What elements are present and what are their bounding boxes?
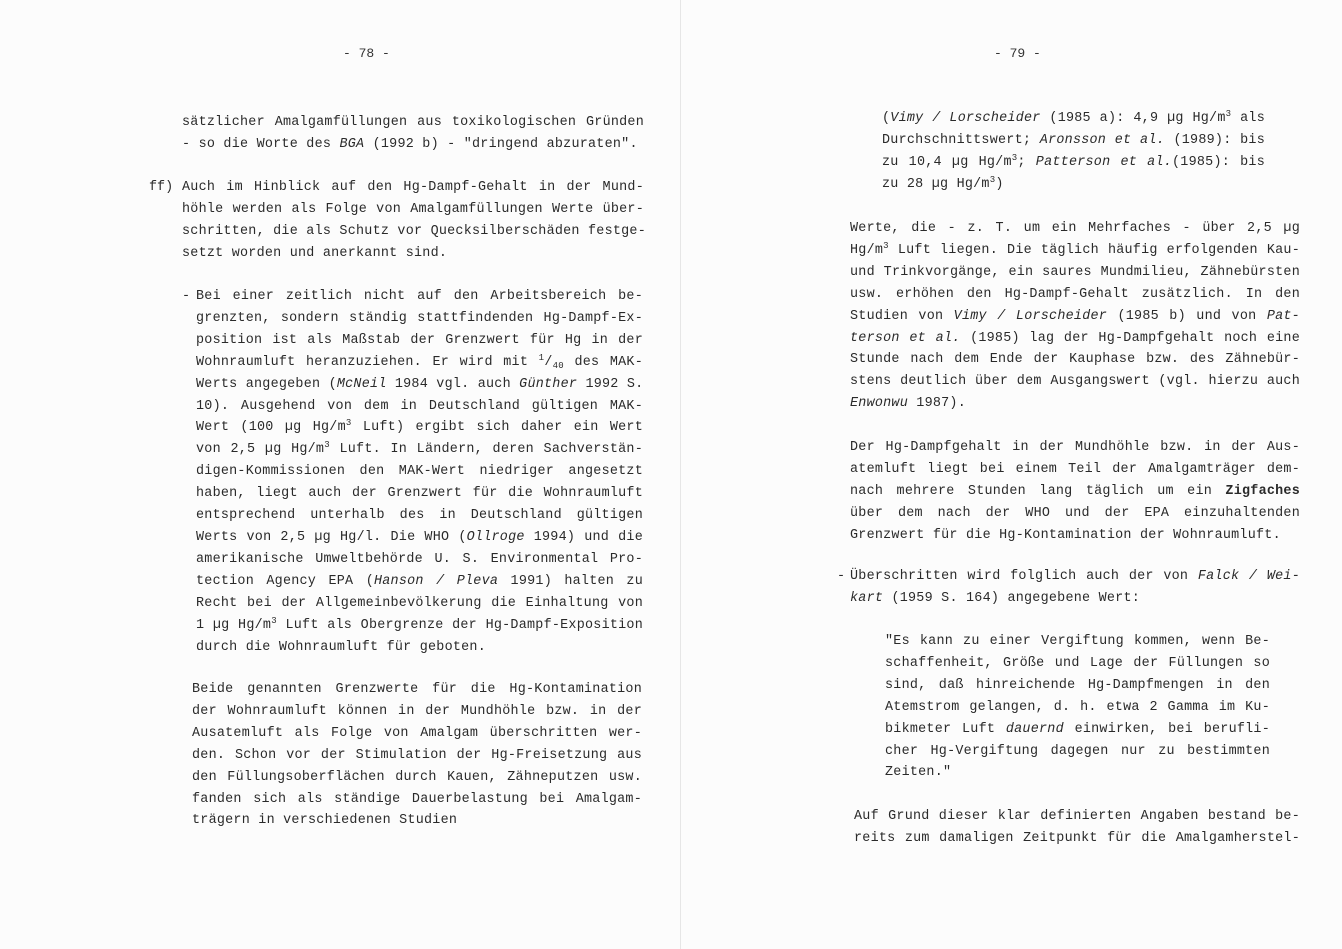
text-line: Werte, die - z. T. um ein Mehrfaches - über 2,5 µg [850, 221, 1300, 236]
text-line: Ausatemluft als Folge von Amalgam überschritten wer- [192, 725, 642, 741]
text-line: den. Schon vor der Stimulation der Hg-Freisetzung aus [192, 747, 642, 763]
ff-paragraph [182, 177, 644, 265]
text-line: von 2,5 µg $Hg/m^3$ Luft. In Ländern, deren Sachverstän- [196, 440, 643, 458]
bullet-dash: - [182, 289, 191, 304]
text-line: fanden sich als ständige Dauerbelastung bei Amalgam- [192, 791, 642, 807]
text-line: digen-Kommissionen den MAK-Wert niedriger angesetzt [196, 464, 643, 480]
text-line: entsprechend unterhalb des in Deutschland gültigen [196, 508, 643, 524]
text-line: $Hg/m^3$ Luft liegen. Die täglich häufig erfolgenden Kau- [850, 240, 1300, 258]
text-line: über dem nach der WHO und der EPA einzuhaltenden [850, 505, 1300, 521]
text-line: schritten, die als Schutz vor Quecksilberschäden festge- [182, 223, 646, 239]
text-line: Werts von 2,5 µg Hg/l. Die WHO (Ollroge 1994) und die [196, 529, 643, 545]
text-line: zu 10,4 µg $Hg/m^3$; Patterson et al.(1985): bis [882, 152, 1265, 170]
page-79 [681, 0, 1342, 949]
intro-paragraph [182, 112, 644, 156]
text-line: kart (1959 S. 164) angegebene Wert: [850, 590, 1141, 606]
text-line: Zeiten." [885, 765, 952, 781]
text-line: haben, liegt auch der Grenzwert für die Wohnraumluft [196, 486, 643, 502]
text-line: cher Hg-Vergiftung dagegen nur zu bestimmten [885, 743, 1270, 759]
text-line: bikmeter Luft dauernd einwirken, bei berufli- [885, 721, 1271, 737]
text-line: Auf Grund dieser klar definierten Angaben bestand be- [854, 809, 1300, 824]
text-line: tection Agency EPA (Hanson / Pleva 1991) halten zu [196, 573, 644, 589]
text-line: (Vimy / Lorscheider (1985 a): 4,9 µg $Hg/m^3$ als [882, 109, 1265, 126]
text-line: der Wohnraumluft können in der Mundhöhle bzw. in der [192, 703, 642, 719]
text-line: Atemstrom gelangen, d. h. etwa 2 Gamma im Ku- [885, 699, 1270, 715]
values-paragraph [850, 218, 1300, 415]
text-line: Wert (100 µg $Hg/m^3$ Luft) ergibt sich daher ein Wert [196, 418, 643, 436]
text-line: höhle werden als Folge von Amalgamfüllungen Werte über- [182, 201, 644, 217]
text-line: grenzten, sondern ständig stattfindenden Hg-Dampf-Ex- [196, 310, 643, 326]
text-line: - so die Worte des BGA (1992 b) - "dringend abzuraten". [182, 136, 638, 152]
mouth-vapor-paragraph [850, 437, 1300, 547]
text-line: durch die Wohnraumluft für geboten. [196, 639, 486, 655]
text-line: Überschritten wird folglich auch der von Falck / Wei- [850, 569, 1300, 584]
text-line: stens deutlich über dem Ausgangswert (vgl. hierzu auch [850, 374, 1300, 390]
text-line: usw. erhöhen den Hg-Dampf-Gehalt zusätzlich. In den [850, 286, 1300, 302]
text-line: Wohnraumluft heranzuziehen. Er wird mit $^1/_{40}$ des MAK- [196, 352, 643, 371]
studies-paragraph [882, 108, 1265, 196]
text-line: Der Hg-Dampfgehalt in der Mundhöhle bzw. in der Aus- [850, 440, 1300, 455]
text-line: Bei einer zeitlich nicht auf den Arbeitsbereich be- [196, 289, 643, 304]
final-paragraph [854, 806, 1300, 850]
text-line: reits zum damaligen Zeitpunkt für die Amalgamherstel- [854, 830, 1300, 846]
bullet-paragraph [196, 286, 643, 658]
text-line: 10). Ausgehend von dem in Deutschland gültigen MAK- [196, 398, 643, 414]
text-line: atemluft liegt bei einem Teil der Amalgamträger dem- [850, 461, 1300, 477]
text-line: den Füllungsoberflächen durch Kauen, Zähneputzen usw. [192, 769, 642, 785]
text-line: Grenzwert für die Hg-Kontamination der Wohnraumluft. [850, 527, 1281, 543]
text-line: setzt worden und anerkannt sind. [182, 245, 448, 261]
text-line: position ist als Maßstab der Grenzwert für Hg in der [196, 332, 643, 348]
list-label-ff: ff) [149, 180, 174, 195]
closing-paragraph [192, 679, 642, 832]
text-line: Durchschnittswert; Aronsson et al. (1989): bis [882, 132, 1265, 148]
text-line: "Es kann zu einer Vergiftung kommen, wenn Be- [885, 634, 1270, 649]
text-line: sind, daß hinreichende Hg-Dampfmengen in den [885, 677, 1270, 693]
text-line: Auch im Hinblick auf den Hg-Dampf-Gehalt in der Mund- [182, 180, 644, 195]
text-line: sätzlicher Amalgamfüllungen aus toxikologischen Gründen [182, 115, 644, 130]
bullet-dash: - [837, 569, 846, 584]
text-line: nach mehrere Stunden lang täglich um ein Zigfaches [850, 483, 1300, 499]
text-line: Studien von Vimy / Lorscheider (1985 b) und von Pat- [850, 308, 1300, 324]
bullet-paragraph [850, 566, 1300, 610]
text-line: Recht bei der Allgemeinbevölkerung die Einhaltung von [196, 595, 643, 611]
text-line: amerikanische Umweltbehörde U. S. Environmental Pro- [196, 551, 643, 567]
text-line: 1 µg $Hg/m^3$ Luft als Obergrenze der Hg-Dampf-Exposition [196, 615, 643, 633]
text-line: trägern in verschiedenen Studien [192, 813, 458, 829]
text-line: zu 28 µg $Hg/m^3$) [882, 174, 1004, 192]
text-line: Enwonwu 1987). [850, 396, 966, 412]
quote-paragraph [885, 631, 1270, 784]
page-number: - 79 - [994, 46, 1041, 61]
page-number: - 78 - [343, 46, 390, 61]
text-line: terson et al. (1985) lag der Hg-Dampfgehalt noch eine [850, 330, 1300, 346]
text-line: Werts angegeben (McNeil 1984 vgl. auch Günther 1992 S. [196, 376, 644, 392]
text-line: Stunde nach dem Ende der Kauphase bzw. des Zähnebür- [850, 352, 1300, 368]
text-line: Beide genannten Grenzwerte für die Hg-Kontamination [192, 682, 642, 697]
text-line: und Trinkvorgänge, ein saures Mundmilieu, Zähnebürsten [850, 264, 1300, 280]
text-line: schaffenheit, Größe und Lage der Füllungen so [885, 655, 1270, 671]
